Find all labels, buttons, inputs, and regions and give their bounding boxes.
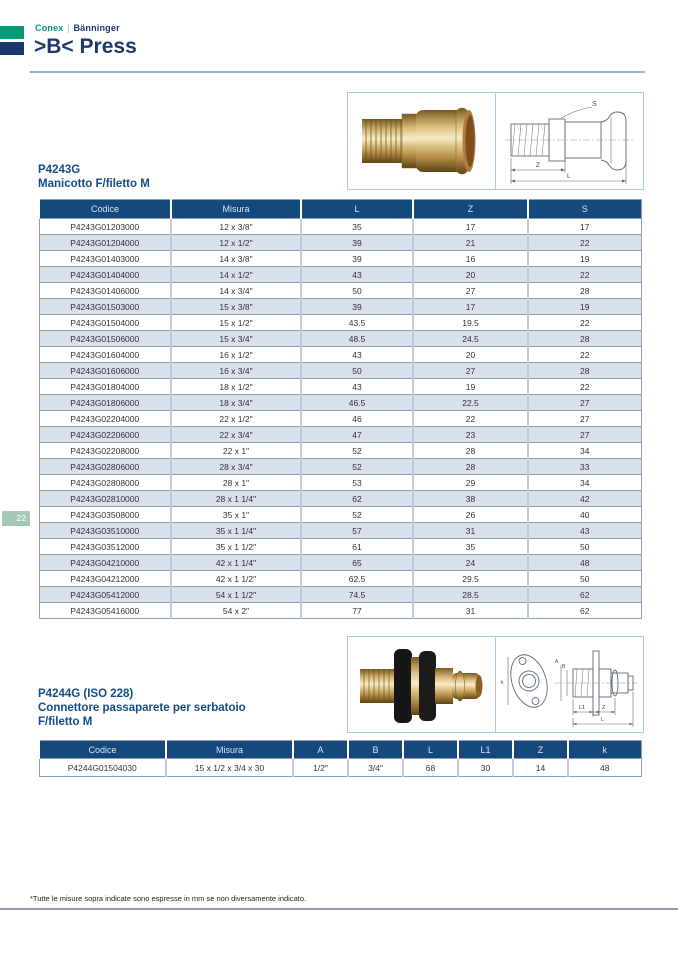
column-header: k [568,741,641,759]
brand-conex: Conex [35,23,64,33]
cell-codice: P4243G02806000 [39,459,171,475]
cell-misura: 35 x 1" [171,507,301,523]
cell-codice: P4243G02808000 [39,475,171,491]
table1-header-row [39,200,641,219]
cell-z: 28 [413,443,528,459]
cell-s: 50 [528,539,641,555]
table-row [39,427,641,443]
dim-label-b: B [561,663,565,670]
cell-z: 31 [413,523,528,539]
cell-z: 19.5 [413,315,528,331]
table-row [39,347,641,363]
cell-z: 14 [513,759,568,777]
cell-l: 39 [301,235,413,251]
cell-s: 28 [528,363,641,379]
cell-codice: P4243G03512000 [39,539,171,555]
cell-z: 22.5 [413,395,528,411]
cell-misura: 16 x 3/4" [171,363,301,379]
cell-s: 34 [528,443,641,459]
cell-codice: P4243G02204000 [39,411,171,427]
cell-l: 62 [301,491,413,507]
cell-l: 48.5 [301,331,413,347]
header-rule [30,71,645,73]
tank-connector-photo [356,642,488,728]
cell-misura: 22 x 3/4" [171,427,301,443]
cell-z: 27 [413,363,528,379]
cell-misura: 22 x 1" [171,443,301,459]
table-row [39,363,641,379]
table-row [39,283,641,299]
cell-misura: 14 x 3/4" [171,283,301,299]
cell-s: 62 [528,587,641,603]
cell-misura: 15 x 3/4" [171,331,301,347]
cell-misura: 42 x 1 1/4" [171,555,301,571]
coupling-technical-drawing [499,95,641,187]
cell-l: 47 [301,427,413,443]
cell-l: 39 [301,299,413,315]
cell-s: 40 [528,507,641,523]
column-header: L1 [458,741,513,759]
cell-misura: 15 x 3/8" [171,299,301,315]
cell-l: 46 [301,411,413,427]
table2-header-row [39,741,641,759]
cell-l: 43.5 [301,315,413,331]
cell-s: 42 [528,491,641,507]
brand-name [35,23,120,33]
cell-l: 52 [301,507,413,523]
cell-misura: 28 x 3/4" [171,459,301,475]
cell-misura: 28 x 1 1/4" [171,491,301,507]
dim-label-a: A [554,658,558,665]
cell-z: 20 [413,347,528,363]
cell-codice: P4243G01604000 [39,347,171,363]
cell-codice: P4243G02208000 [39,443,171,459]
cell-z: 29 [413,475,528,491]
coupling-photo-cell [348,93,495,189]
cell-l: 57 [301,523,413,539]
dim-label-s: S [591,101,597,108]
section2-image-panel [347,636,644,733]
table-row [39,251,641,267]
cell-codice: P4243G03508000 [39,507,171,523]
cell-z: 28 [413,459,528,475]
cell-misura: 12 x 1/2" [171,235,301,251]
cell-misura: 16 x 1/2" [171,347,301,363]
table-row [39,395,641,411]
cell-codice: P4243G01406000 [39,283,171,299]
table-row [39,491,641,507]
cell-misura: 18 x 3/4" [171,395,301,411]
cell-s: 27 [528,427,641,443]
cell-z: 31 [413,603,528,619]
table-row [39,539,641,555]
cell-l: 62.5 [301,571,413,587]
cell-z: 26 [413,507,528,523]
table-row [39,555,641,571]
dim-label-l: L [566,173,571,180]
cell-s: 22 [528,347,641,363]
cell-s: 27 [528,395,641,411]
table-row [39,379,641,395]
table-row [39,523,641,539]
cell-l: 68 [403,759,458,777]
cell-codice: P4243G01504000 [39,315,171,331]
section2-title [38,687,246,729]
brand-divider: | [67,23,70,33]
cell-misura: 15 x 1/2 x 3/4 x 30 [166,759,293,777]
cell-s: 48 [528,555,641,571]
logo-navy-square [0,42,24,55]
connector-drawing-cell [495,637,643,732]
cell-z: 28.5 [413,587,528,603]
section2-code: P4244G (ISO 228) [38,688,134,700]
cell-codice: P4243G01506000 [39,331,171,347]
section1-image-panel [347,92,644,190]
table-row [39,587,641,603]
dim-label-k: k [500,679,503,686]
cell-l: 43 [301,267,413,283]
cell-z: 35 [413,539,528,555]
cell-codice: P4243G01204000 [39,235,171,251]
cell-z: 29.5 [413,571,528,587]
cell-misura: 22 x 1/2" [171,411,301,427]
dim-label-z2: Z [601,704,605,711]
cell-l: 53 [301,475,413,491]
column-header: Codice [39,200,171,219]
cell-s: 50 [528,571,641,587]
column-header: L [301,200,413,219]
page-number-tab: 22 [2,511,30,526]
section1-code: P4243G [38,164,81,176]
section1-title [38,163,150,191]
cell-codice: P4243G04212000 [39,571,171,587]
cell-s: 19 [528,251,641,267]
section2-subtitle-1: Connettore passaparete per serbatoio [38,702,246,714]
cell-a: 1/2" [293,759,348,777]
dim-label-l2: L [600,716,604,723]
brass-coupling-photo [358,99,486,183]
cell-misura: 35 x 1 1/2" [171,539,301,555]
cell-misura: 18 x 1/2" [171,379,301,395]
cell-codice: P4243G01404000 [39,267,171,283]
cell-l: 43 [301,379,413,395]
section2-subtitle-2: F/filetto M [38,716,93,728]
cell-l: 43 [301,347,413,363]
cell-s: 22 [528,235,641,251]
product-line-logo: >B< Press [34,35,137,58]
cell-l: 39 [301,251,413,267]
cell-misura: 14 x 3/8" [171,251,301,267]
cell-misura: 15 x 1/2" [171,315,301,331]
cell-l1: 30 [458,759,513,777]
cell-z: 20 [413,267,528,283]
cell-s: 22 [528,267,641,283]
table-row [39,235,641,251]
column-header: A [293,741,348,759]
cell-z: 16 [413,251,528,267]
column-header: Misura [166,741,293,759]
table-row [39,443,641,459]
cell-codice: P4243G02810000 [39,491,171,507]
cell-l: 77 [301,603,413,619]
cell-l: 50 [301,363,413,379]
cell-s: 33 [528,459,641,475]
cell-misura: 28 x 1" [171,475,301,491]
cell-z: 23 [413,427,528,443]
table-row [39,475,641,491]
cell-z: 21 [413,235,528,251]
measurements-footnote: *Tutte le misure sopra indicate sono espresse in mm se non diversamente indicato. [30,894,307,903]
p4243g-spec-table [38,199,642,619]
table-row [39,331,641,347]
table-row [39,571,641,587]
table-row [39,603,641,619]
footer-rule [0,908,678,910]
cell-z: 24.5 [413,331,528,347]
cell-s: 62 [528,603,641,619]
column-header: L [403,741,458,759]
column-header: B [348,741,403,759]
table-row [39,219,641,235]
cell-s: 34 [528,475,641,491]
logo-green-square [0,26,24,39]
cell-codice: P4243G01804000 [39,379,171,395]
cell-codice: P4243G03510000 [39,523,171,539]
cell-l: 46.5 [301,395,413,411]
cell-codice: P4243G01203000 [39,219,171,235]
cell-z: 17 [413,299,528,315]
cell-s: 43 [528,523,641,539]
cell-s: 22 [528,315,641,331]
cell-s: 19 [528,299,641,315]
cell-l: 52 [301,459,413,475]
p4244g-spec-table [38,740,642,777]
table-row [39,759,641,777]
cell-l: 52 [301,443,413,459]
cell-z: 24 [413,555,528,571]
cell-s: 17 [528,219,641,235]
table-row [39,299,641,315]
connector-photo-cell [348,637,495,732]
cell-s: 28 [528,283,641,299]
cell-codice: P4244G01504030 [39,759,166,777]
dim-label-l1: L1 [578,704,585,711]
cell-l: 35 [301,219,413,235]
cell-l: 65 [301,555,413,571]
table-row [39,411,641,427]
section1-subtitle: Manicotto F/filetto M [38,178,150,190]
cell-s: 27 [528,411,641,427]
cell-misura: 35 x 1 1/4" [171,523,301,539]
brand-banninger: Bänninger [73,23,120,33]
column-header: Z [513,741,568,759]
cell-l: 50 [301,283,413,299]
cell-z: 19 [413,379,528,395]
cell-z: 22 [413,411,528,427]
cell-codice: P4243G05412000 [39,587,171,603]
cell-l: 61 [301,539,413,555]
cell-codice: P4243G01503000 [39,299,171,315]
cell-misura: 12 x 3/8" [171,219,301,235]
cell-codice: P4243G02206000 [39,427,171,443]
cell-z: 38 [413,491,528,507]
cell-z: 17 [413,219,528,235]
cell-codice: P4243G04210000 [39,555,171,571]
column-header: Misura [171,200,301,219]
cell-misura: 54 x 2" [171,603,301,619]
cell-k: 48 [568,759,641,777]
cell-codice: P4243G01806000 [39,395,171,411]
column-header: Z [413,200,528,219]
dim-label-z: Z [535,162,540,169]
cell-codice: P4243G05416000 [39,603,171,619]
cell-codice: P4243G01403000 [39,251,171,267]
column-header: S [528,200,641,219]
column-header: Codice [39,741,166,759]
connector-technical-drawing [499,639,641,731]
table-row [39,459,641,475]
cell-l: 74.5 [301,587,413,603]
cell-s: 28 [528,331,641,347]
cell-misura: 42 x 1 1/2" [171,571,301,587]
cell-b: 3/4" [348,759,403,777]
table-row [39,315,641,331]
brand-logo [0,26,24,55]
coupling-drawing-cell [495,93,643,189]
cell-misura: 54 x 1 1/2" [171,587,301,603]
table1-body [39,219,641,619]
table-row [39,267,641,283]
table-row [39,507,641,523]
cell-codice: P4243G01606000 [39,363,171,379]
cell-z: 27 [413,283,528,299]
cell-s: 22 [528,379,641,395]
cell-misura: 14 x 1/2" [171,267,301,283]
table2-body [39,759,641,777]
